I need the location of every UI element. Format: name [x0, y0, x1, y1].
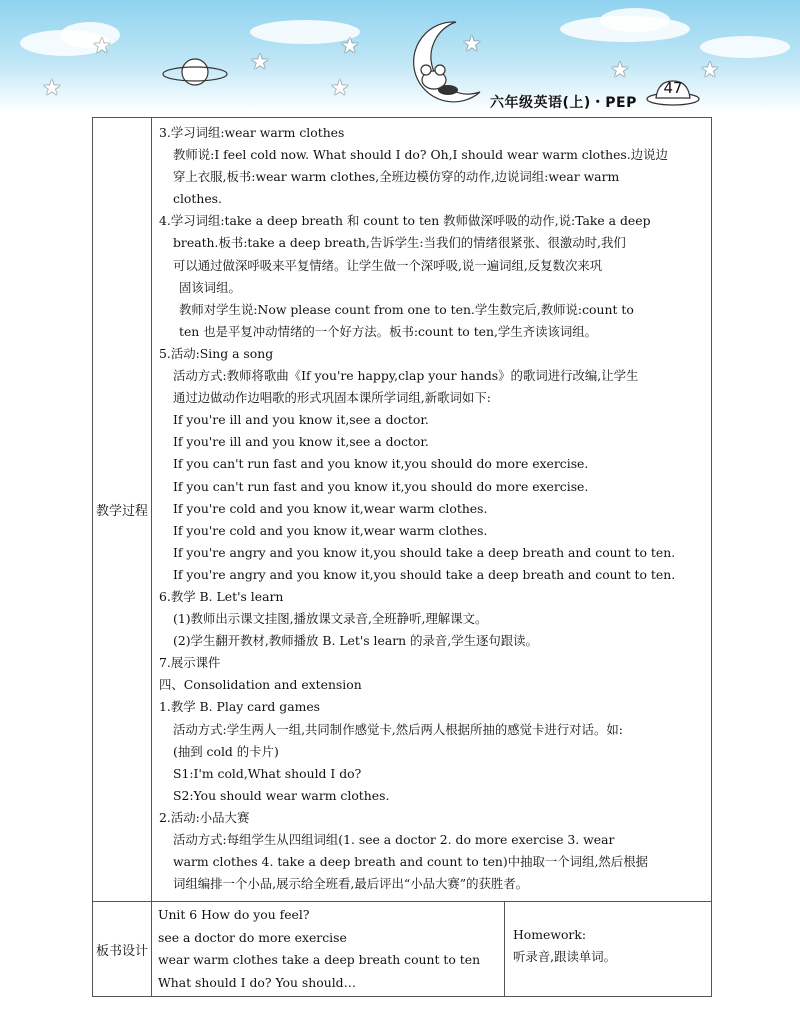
text-line: If you're ill and you know it,see a doctor. [173, 412, 429, 428]
lesson-plan-table [92, 117, 712, 997]
text-line: If you're cold and you know it,wear warm clothes. [173, 522, 488, 538]
homework-text: 听录音,跟读单词。 [513, 949, 617, 965]
text-line: 教师对学生说:Now please count from one to ten.学生数完后,教师说:count to [179, 301, 634, 317]
text-line: breath.板书:take a deep breath,告诉学生:当我们的情绪很紧张、很激动时,我们 [173, 235, 626, 251]
text-line: 6.教学 B. Let's learn [159, 588, 284, 604]
text-line: 词组编排一个小品,展示给全班看,最后评出“小品大赛”的获胜者。 [173, 876, 529, 892]
text-line: ten 也是平复冲动情绪的一个好方法。板书:count to ten,学生齐读该词组。 [179, 323, 598, 339]
header-title: 六年级英语(上)・PEP [490, 95, 637, 111]
text-line: If you're angry and you know it,you should take a deep breath and count to ten. [173, 544, 676, 560]
board-line: wear warm clothes take a deep breath count to ten [158, 952, 481, 968]
star-icon: ★ [42, 76, 62, 101]
text-line: (抽到 cold 的卡片) [173, 743, 279, 759]
star-icon: ★ [700, 58, 720, 83]
text-line: 3.学习词组:wear warm clothes [159, 125, 345, 140]
star-icon: ★ [330, 76, 350, 101]
text-line: 固该词组。 [179, 279, 241, 295]
homework-cell [505, 902, 712, 997]
text-line: 2.活动:小品大赛 [159, 809, 250, 825]
star-icon: ★ [340, 34, 360, 59]
text-line: clothes. [173, 191, 222, 207]
text-line: 教师说:I feel cold now. What should I do? Oh,I should wear warm clothes.边说边 [173, 147, 668, 163]
board-content [152, 902, 505, 997]
process-label: 教学过程 [93, 118, 152, 902]
planet-icon [160, 52, 230, 92]
text-line: 4.学习词组:take a deep breath 和 count to ten 教师做深呼吸的动作,说:Take a deep [159, 213, 651, 229]
star-icon: ★ [462, 32, 482, 57]
text-line: 可以通过做深呼吸来平复情绪。让学生做一个深呼吸,说一遍词组,反复数次来巩 [173, 257, 603, 273]
text-line: 1.教学 B. Play card games [159, 699, 321, 715]
text-line: 穿上衣服,板书:wear warm clothes,全班边模仿穿的动作,边说词组:wear warm [173, 169, 620, 185]
text-line: If you can't run fast and you know it,you should do more exercise. [173, 478, 589, 494]
text-line: If you're angry and you know it,you should take a deep breath and count to ten. [173, 566, 676, 582]
homework-title: Homework: [513, 927, 587, 943]
text-line: 活动方式:学生两人一组,共同制作感觉卡,然后两人根据所抽的感觉卡进行对话。如: [173, 721, 623, 737]
board-line: see a doctor do more exercise [158, 929, 347, 945]
text-line: If you can't run fast and you know it,you should do more exercise. [173, 456, 589, 472]
page-number: 47 [663, 79, 683, 97]
cloud-icon [600, 8, 670, 32]
process-content [152, 118, 712, 902]
text-line: 活动方式:教师将歌曲《If you're happy,clap your hands》的歌词进行改编,让学生 [173, 368, 639, 384]
star-icon: ★ [92, 34, 112, 59]
text-line: (1)教师出示课文挂图,播放课文录音,全班静听,理解课文。 [173, 611, 488, 627]
text-line: 7.展示课件 [159, 655, 221, 671]
text-line: warm clothes 4. take a deep breath and count to ten)中抽取一个词组,然后根据 [173, 854, 648, 870]
board-label: 板书设计 [93, 902, 152, 997]
moon-icon [408, 18, 488, 110]
text-line: (2)学生翻开教材,教师播放 B. Let's learn 的录音,学生逐句跟读。 [173, 633, 538, 649]
text-line: If you're cold and you know it,wear warm clothes. [173, 500, 488, 516]
text-line: 通过边做动作边唱歌的形式巩固本课所学词组,新歌词如下: [173, 390, 491, 406]
text-line: If you're ill and you know it,see a doctor. [173, 434, 429, 450]
text-line: S2:You should wear warm clothes. [173, 787, 390, 803]
star-icon: ★ [610, 58, 630, 83]
text-line: 活动方式:每组学生从四组词组(1. see a doctor 2. do more exercise 3. wear [173, 832, 615, 847]
board-line: What should I do? You should… [158, 974, 356, 990]
text-line: S1:I'm cold,What should I do? [173, 765, 362, 781]
cloud-icon [700, 36, 790, 58]
process-row [93, 118, 712, 902]
text-line: 四、Consolidation and extension [159, 677, 362, 693]
board-line: Unit 6 How do you feel? [158, 907, 310, 923]
board-row [93, 902, 712, 997]
text-line: 5.活动:Sing a song [159, 345, 274, 361]
star-icon: ★ [250, 50, 270, 75]
